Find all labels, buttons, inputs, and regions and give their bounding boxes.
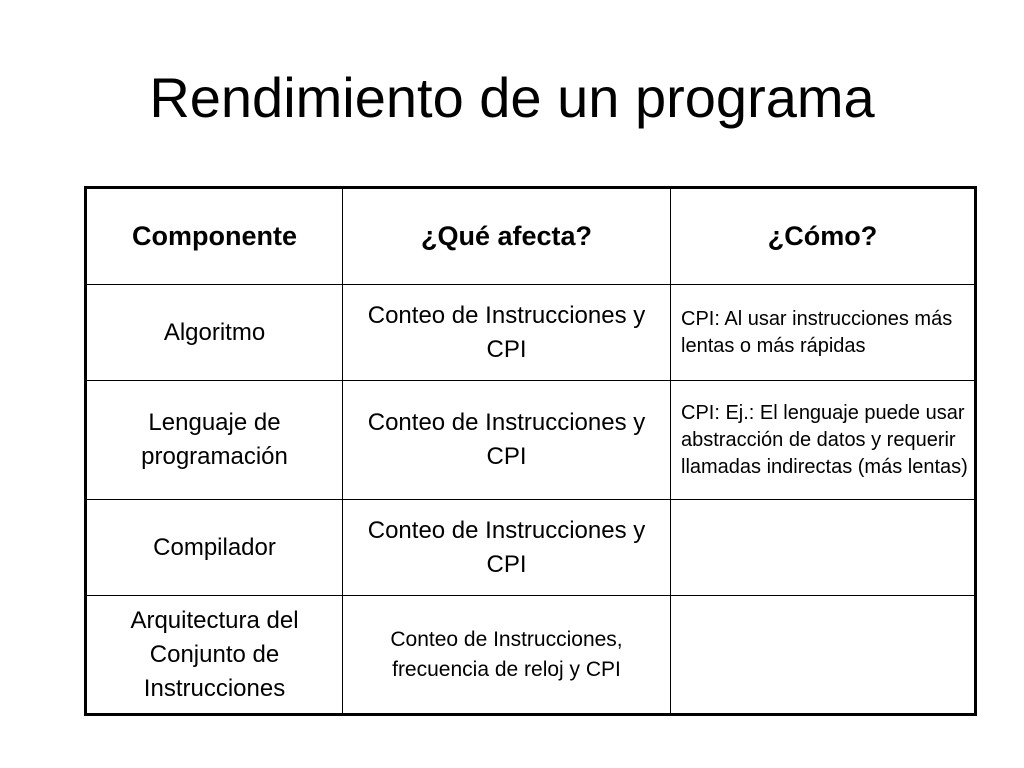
cell-how	[671, 596, 976, 715]
header-component: Componente	[86, 188, 343, 285]
table-row	[86, 285, 976, 381]
cell-component: Lenguaje de programación	[86, 381, 343, 500]
table-header-row	[86, 188, 976, 285]
slide-title: Rendimiento de un programa	[149, 66, 875, 129]
cell-affects: Conteo de Instrucciones y CPI	[343, 500, 671, 596]
cell-how: CPI: Al usar instrucciones más lentas o más rápidas	[671, 285, 976, 381]
cell-how: CPI: Ej.: El lenguaje puede usar abstracción de datos y requerir llamadas indirectas (más lentas)	[671, 381, 976, 500]
table-row	[86, 500, 976, 596]
performance-table	[84, 186, 977, 716]
cell-affects: Conteo de Instrucciones, frecuencia de reloj y CPI	[343, 596, 671, 715]
table-row	[86, 381, 976, 500]
cell-component: Algoritmo	[86, 285, 343, 381]
table-row	[86, 596, 976, 715]
cell-component: Arquitectura del Conjunto de Instrucciones	[86, 596, 343, 715]
header-how: ¿Cómo?	[671, 188, 976, 285]
cell-affects: Conteo de Instrucciones y CPI	[343, 381, 671, 500]
cell-how	[671, 500, 976, 596]
cell-component: Compilador	[86, 500, 343, 596]
header-affects: ¿Qué afecta?	[343, 188, 671, 285]
cell-affects: Conteo de Instrucciones y CPI	[343, 285, 671, 381]
